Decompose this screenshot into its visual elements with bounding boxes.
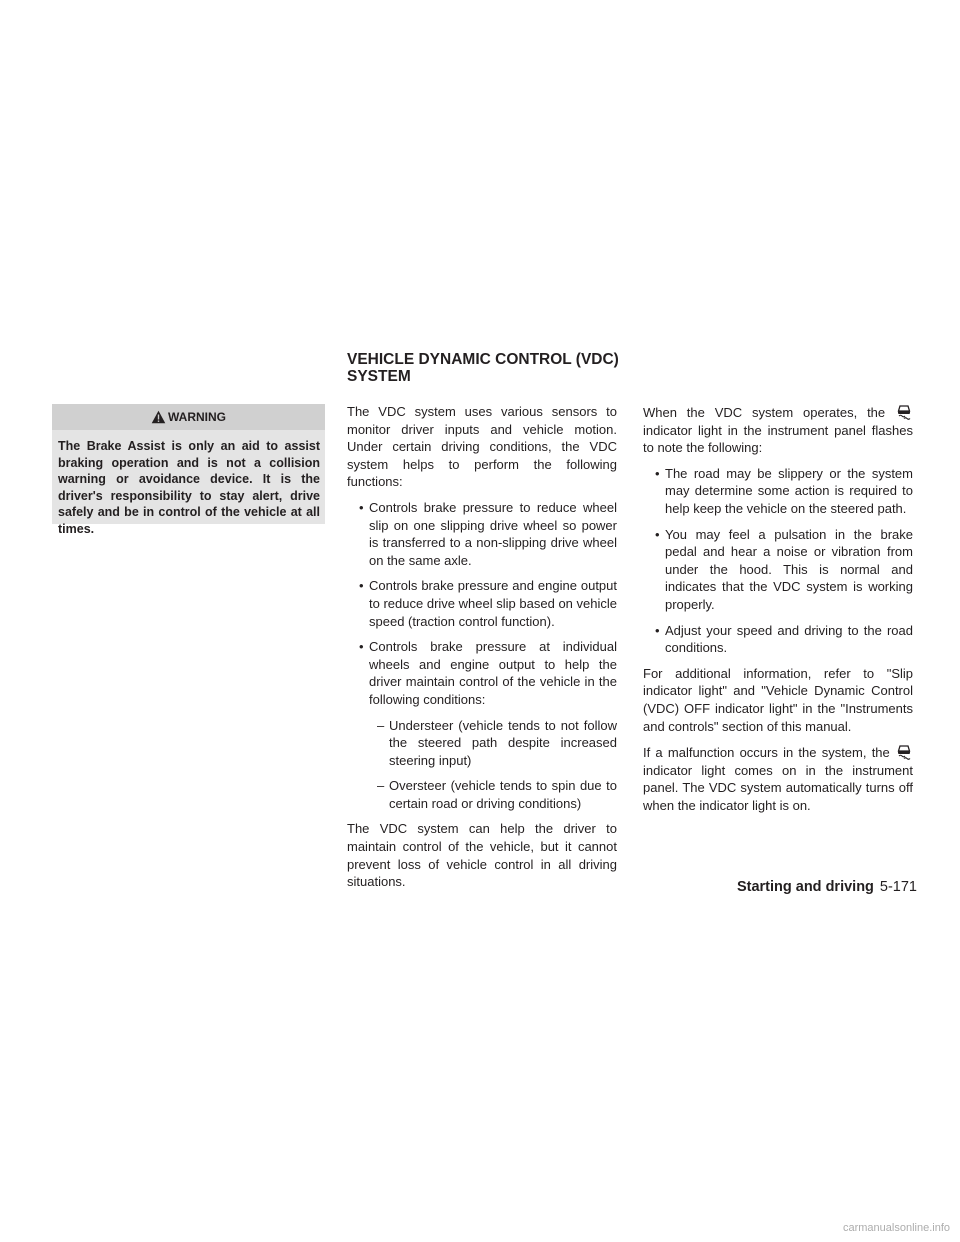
page-footer: [700, 878, 917, 896]
vdc-closing-paragraph: The VDC system can help the driver to maintain control of the vehicle, but it cannot prevent loss of vehicle control in all driving situations.: [347, 821, 617, 890]
section-heading-line1: VEHICLE DYNAMIC CONTROL (VDC): [347, 351, 619, 368]
warning-triangle-icon: [151, 410, 166, 424]
section-heading-line2: SYSTEM: [347, 368, 411, 385]
malfunction-paragraph: If a malfunction occurs in the system, the indicator light comes on in the instrument panel. The VDC system automatically turns off when the indicator light is on.: [643, 745, 913, 813]
vdc-operation-list: [643, 465, 913, 657]
warning-box: [52, 404, 325, 536]
vdc-operation-paragraph: When the VDC system operates, the indicator light in the instrument panel flashes to note the following:: [643, 405, 913, 456]
slip-indicator-icon: [895, 743, 913, 761]
footer-section-title: Starting and driving: [736, 879, 874, 895]
list-item: • Controls brake pressure and engine output to reduce drive wheel slip based on vehicle speed (traction control function).: [347, 577, 617, 630]
list-item: • The road may be slippery or the system may determine some action is required to help keep the vehicle on the steered path.: [643, 465, 913, 518]
vdc-functions-list: [347, 499, 617, 813]
watermark: carmanualsonline.info: [842, 1222, 950, 1234]
conditions-sublist: [369, 717, 617, 813]
list-item: • You may feel a pulsation in the brake pedal and hear a noise or vibration from under the hood. This is normal and indicates that the VDC system is working properly.: [643, 526, 913, 614]
vdc-intro-paragraph: The VDC system uses various sensors to monitor driver inputs and vehicle motion. Under certain driving conditions, the VDC system helps to perform the following functions:: [347, 404, 617, 490]
slip-indicator-icon: [895, 403, 913, 421]
section-heading: [347, 351, 647, 385]
right-column: [643, 403, 913, 822]
list-item: • Adjust your speed and driving to the road conditions.: [643, 622, 913, 657]
warning-text: The Brake Assist is only an aid to assist braking operation and is not a collision warning or avoidance device. It is the driver's responsibility to stay alert, drive safely and be in control of the vehicle at all times.: [58, 439, 320, 536]
list-item: • Controls brake pressure at individual wheels and engine output to help the driver maintain control of the vehicle in the following conditions: – Understeer (vehicle tends to not follow the steered path despite increased steering input) – Oversteer (vehicle tends to spin due to certain road or driving conditions): [347, 638, 617, 812]
sublist-item: – Understeer (vehicle tends to not follow the steered path despite increased steering input): [369, 717, 617, 770]
page-number: 5-171: [879, 879, 917, 895]
warning-title: WARNING: [168, 410, 226, 424]
middle-column: [347, 403, 617, 899]
warning-header: [52, 404, 325, 430]
additional-info-paragraph: For additional information, refer to "Slip indicator light" and "Vehicle Dynamic Control (VDC) OFF indicator light" in the "Instruments and controls" section of this manual.: [643, 665, 913, 734]
sublist-item: – Oversteer (vehicle tends to spin due to certain road or driving conditions): [369, 777, 617, 812]
list-item: • Controls brake pressure to reduce wheel slip on one slipping drive wheel so power is transferred to a non-slipping drive wheel on the same axle.: [347, 499, 617, 569]
